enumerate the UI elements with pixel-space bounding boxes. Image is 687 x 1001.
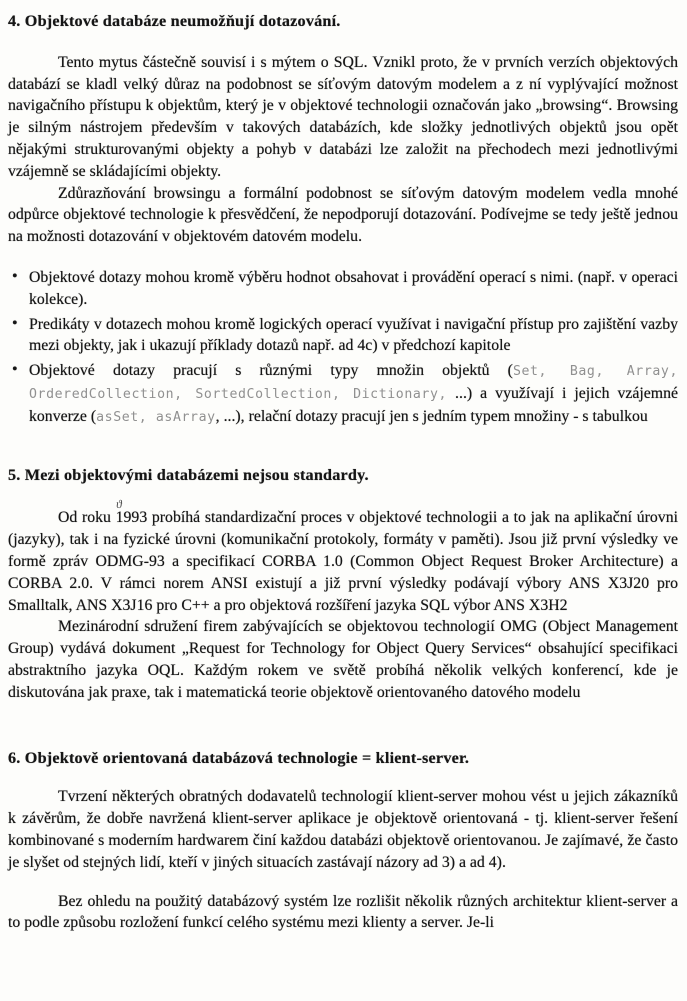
- code-collection-types: Set, Bag, Array, OrderedCollection, SortedCollection, Dictionary,: [29, 364, 678, 402]
- section-4: [8, 11, 678, 429]
- section-4-paragraph-2: Zdůrazňování browsingu a formální podobnost se síťovým datovým modelem vedla mnohé odpůrce objektové technologie k přesvědčení, že nepodporují dotazování. Podívejme se tedy ještě jednou na možnosti dotazování v objektovém datovém modelu.: [8, 184, 678, 246]
- bullet-text: Objektové dotazy mohou kromě výběru hodnot obsahovat i provádění operací s nimi. (např. v operaci kolekce).: [29, 268, 678, 308]
- section-4-heading: 4. Objektové databáze neumožňují dotazování.: [8, 12, 341, 30]
- section-5-paragraph-1: Od roku 1993 probíhá standardizační proces v objektové technologii a to jak na aplikační úrovni (jazyky), tak i na fyzické úrovni (komunikační protokoly, formáty v paměti). Jsou již první výsledky ve formě zpráv ODMG-93 a specifikací CORBA 1.0 (Common Object Request Broker Architecture) a CORBA 2.0. V rámci norem ANSI existují a již první výsledky podávají výbory ANS X3J20 pro Smalltalk, ANS X3J16 pro C++ a pro objektová rozšíření jazyka SQL výbor ANS X3H2: [8, 509, 678, 614]
- bullet-text: , ...), relační dotazy pracují jen s jedním typem množiny - s tabulkou: [215, 407, 648, 425]
- section-4-paragraph-1: Tento mytus částečně souvisí i s mýtem o SQL. Vznikl proto, že v prvních verzích objektových databází se kladl velký důraz na podobnost se síťovým datovým modelem a z ní vyplývající možnost navigačního přístupu k objektům, který je v objektové technologii označován jako „browsing“. Browsing je silným nástrojem především v takových databázích, kde složky jednotlivých objektů jsou opět nějakými strukturovanými objekty a pohyb v databázi lze založit na přechodech mezi jednotlivými vzájemně se skládajícími objekty.: [8, 53, 678, 180]
- section-6-paragraph-1: Tvrzení některých obratných dodavatelů technologií klient-server mohou vést u jejich zákazníků k závěrům, že dobře navržená klient-server aplikace je objektově orientovaná - tj. klient-server řešení kombinované s moderním hardwarem činí každou databázi objektově orientovanou. Je zajímavé, že často je slyšet od stejných lidí, kteří v jiných situacích zastávají názory ad 3) a ad 4).: [8, 788, 678, 871]
- bullet-list: [8, 267, 678, 429]
- section-5-paragraph-2: Mezinárodní sdružení firem zabývajících se objektovou technologií OMG (Object Management Group) vydává dokument „Request for Technology for Object Query Services“ obsahující specifikaci abstraktního jazyka OQL. Každým rokem ve světě probíhá několik velkých konferencí, kde je diskutována jak praxe, tak i matematická teorie objektově orientovaného datového modelu: [8, 618, 678, 701]
- section-6: [8, 748, 678, 935]
- section-5-heading: 5. Mezi objektovými databázemi nejsou standardy.: [8, 465, 369, 484]
- bullet-item-3: [8, 360, 678, 428]
- section-6-heading: 6. Objektově orientovaná databázová technologie = klient-server.: [8, 748, 470, 767]
- section-5: [8, 465, 678, 704]
- bullet-item-2: [8, 314, 678, 358]
- bullet-text: Objektové dotazy pracují s různými typy množin objektů (: [29, 362, 513, 380]
- section-6-paragraph-2: Bez ohledu na použitý databázový systém lze rozlišit několik různých architektur klient-server a to podle způsobu rozložení funkcí celého systému mezi klienty a server. Je-li: [8, 892, 678, 932]
- bullet-item-1: [8, 267, 678, 311]
- bullet-text: ...) a využívají i jejich vzájemné konverze (: [29, 384, 678, 425]
- code-conversion-methods: asSet, asArray: [96, 409, 216, 425]
- bullet-text: Predikáty v dotazech mohou kromě logických operací využívat i navigační přístup pro zajištění vazby mezi objekty, jak i ukazují příklady dotazů např. ad 4c) v předchozí kapitole: [29, 315, 678, 355]
- scan-artifact-mark: ϑ: [115, 496, 124, 512]
